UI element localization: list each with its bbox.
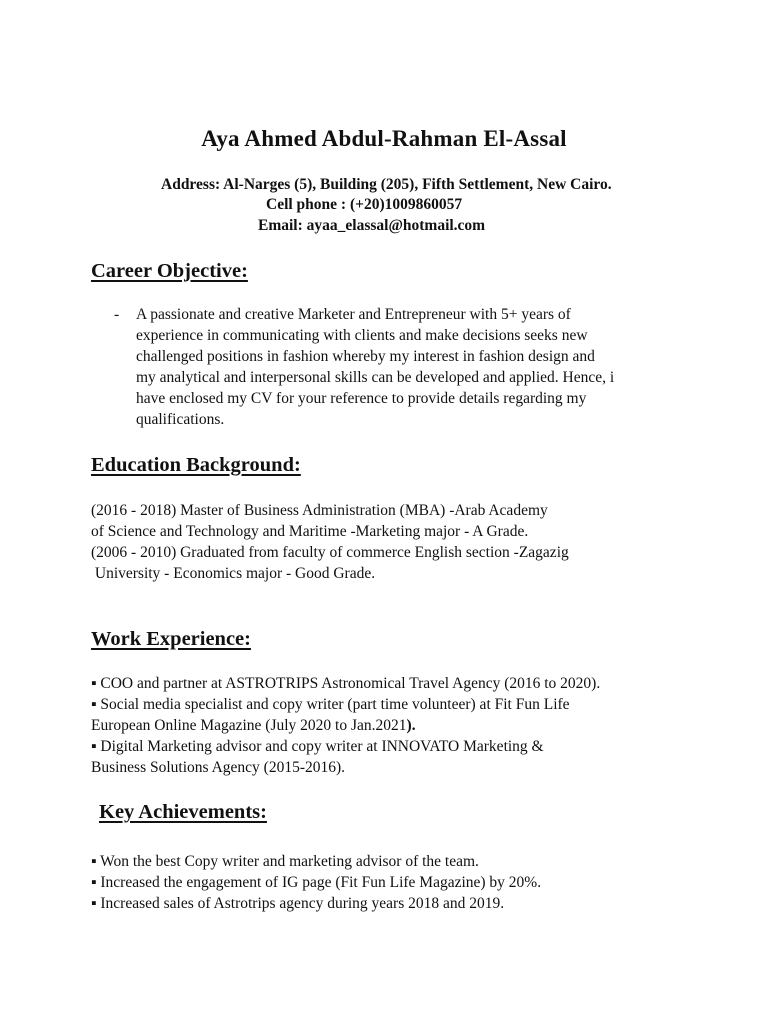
candidate-name: Aya Ahmed Abdul-Rahman El-Assal [201, 126, 567, 151]
key-achievements-heading: Key Achievements: [99, 801, 267, 823]
career-objective-bullet: - [114, 306, 120, 323]
career-objective-line-4: my analytical and interpersonal skills can be developed and applied. Hence, i [136, 369, 615, 386]
education-line-1: (2016 - 2018) Master of Business Administration (MBA) -Arab Academy [91, 502, 548, 519]
work-experience-line-1: ▪ COO and partner at ASTROTRIPS Astronomical Travel Agency (2016 to 2020). [91, 675, 601, 692]
education-line-4: University - Economics major - Good Grade. [91, 565, 376, 582]
work-experience-heading: Work Experience: [91, 628, 251, 650]
achievement-line-2: ▪ Increased the engagement of IG page (Fit Fun Life Magazine) by 20%. [91, 874, 542, 891]
cell-phone-line: Cell phone : (+20)1009860057 [266, 196, 463, 213]
education-line-2: of Science and Technology and Maritime -Marketing major - A Grade. [91, 523, 529, 540]
work-experience-line-3-text: European Online Magazine (July 2020 to Jan.2021 [91, 717, 407, 734]
work-experience-line-4: ▪ Digital Marketing advisor and copy writer at INNOVATO Marketing & [91, 738, 544, 755]
work-experience-line-3 [91, 716, 416, 736]
career-objective-line-5: have enclosed my CV for your reference to provide details regarding my [136, 390, 587, 407]
work-experience-line-5: Business Solutions Agency (2015-2016). [91, 759, 346, 776]
work-experience-line-2: ▪ Social media specialist and copy writer (part time volunteer) at Fit Fun Life [91, 696, 570, 713]
achievement-line-1: ▪ Won the best Copy writer and marketing advisor of the team. [91, 853, 479, 870]
career-objective-line-3: challenged positions in fashion whereby my interest in fashion design and [136, 348, 595, 365]
work-experience-line-3-end: ). [406, 717, 416, 734]
education-line-3: (2006 - 2010) Graduated from faculty of commerce English section -Zagazig [91, 544, 569, 561]
career-objective-line-6: qualifications. [136, 411, 225, 428]
email-line: Email: ayaa_elassal@hotmail.com [258, 217, 486, 234]
career-objective-heading: Career Objective: [91, 260, 248, 282]
education-heading: Education Background: [91, 454, 301, 476]
career-objective-line-1: A passionate and creative Marketer and Entrepreneur with 5+ years of [136, 306, 571, 323]
address-line: Address: Al-Narges (5), Building (205), Fifth Settlement, New Cairo. [161, 176, 612, 193]
achievement-line-3: ▪ Increased sales of Astrotrips agency during years 2018 and 2019. [91, 895, 505, 912]
career-objective-line-2: experience in communicating with clients and make decisions seeks new [136, 327, 588, 344]
